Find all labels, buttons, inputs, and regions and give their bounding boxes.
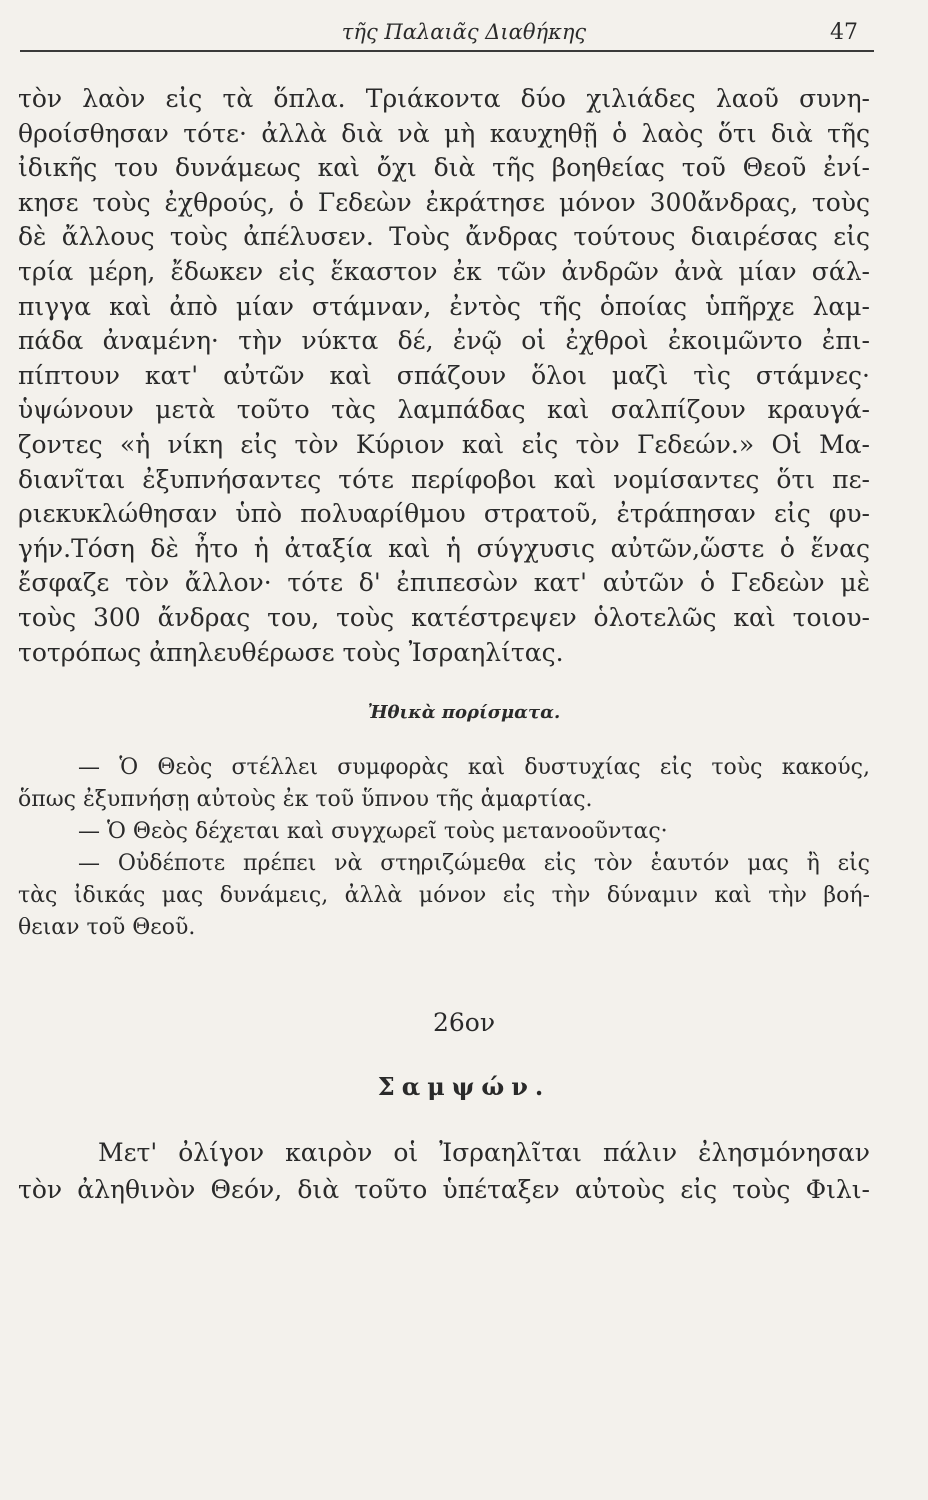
text-line: ἰδικῆς του δυνάμεως καὶ ὄχι διὰ τῆς βοηθείας τοῦ Θεοῦ ἐνί- <box>18 153 870 183</box>
text-line: πίπτουν κατ' αὐτῶν καὶ σπάζουν ὅλοι μαζὶ τὶς στάμνες· <box>18 360 870 390</box>
text-line: Μετ' ὀλίγον καιρὸν οἱ Ἰσραηλῖται πάλιν ἐλησμόνησαν <box>98 1138 870 1168</box>
text-line: τοὺς 300 ἄνδρας του, τοὺς κατέστρεψεν ὁλοτελῶς καὶ τοιου- <box>18 602 870 632</box>
text-line: δὲ ἄλλους τοὺς ἀπέλυσεν. Τοὺς ἄνδρας τούτους διαιρέσας εἰς <box>18 222 870 252</box>
text-line: τὸν λαὸν εἰς τὰ ὅπλα. Τριάκοντα δύο χιλιάδες λαοῦ συνη- <box>18 84 870 113</box>
chapter-intro <box>18 1134 870 1208</box>
moral-line: — Ὁ Θεὸς στέλλει συμφορὰς καὶ δυστυχίας εἰς τοὺς κακούς, <box>78 755 870 781</box>
text-line: θροίσθησαν τότε· ἀλλὰ διὰ νὰ μὴ καυχηθῇ ὁ λαὸς ὅτι διὰ τῆς <box>18 118 870 148</box>
header-rule <box>20 50 874 52</box>
text-line: πιγγα καὶ ἀπὸ μίαν στάμναν, ἐντὸς τῆς ὁποίας ὑπῆρχε λαμ- <box>18 291 870 321</box>
text-line: ριεκυκλώθησαν ὑπὸ πολυαρίθμου στρατοῦ, ἐτράπησαν εἰς φυ- <box>18 499 870 529</box>
chapter-title: Σαμψών. <box>377 1072 551 1102</box>
chapter-number: 26ον <box>432 1008 496 1038</box>
text-line: γήν.Τόση δὲ ἦτο ἡ ἀταξία καὶ ἡ σύγχυσις αὐτῶν,ὥστε ὁ ἕνας <box>18 533 870 563</box>
text-line: τὸν ἀληθινὸν Θεόν, διὰ τοῦτο ὑπέταξεν αὐτοὺς εἰς τοὺς Φιλι- <box>18 1175 870 1205</box>
moral-line: θειαν τοῦ Θεοῦ. <box>18 915 196 941</box>
moral-heading: Ἠθικὰ πορίσματα. <box>367 702 561 724</box>
main-paragraph <box>18 82 870 670</box>
text-line: ὑψώνουν μετὰ τοῦτο τὰς λαμπάδας καὶ σαλπίζουν κραυγά- <box>18 395 870 425</box>
text-line: ζοντες «ἡ νίκη εἰς τὸν Κύριον καὶ εἰς τὸν Γεδεών.» Οἱ Μα- <box>18 429 870 459</box>
text-line: τοτρόπως ἀπηλευθέρωσε τοὺς Ἰσραηλίτας. <box>18 637 564 667</box>
moral-list <box>18 752 870 944</box>
moral-line: ὅπως ἐξυπνήσῃ αὐτοὺς ἐκ τοῦ ὕπνου τῆς ἁμαρτίας. <box>18 787 593 813</box>
moral-line: — Ὁ Θεὸς δέχεται καὶ συγχωρεῖ τοὺς μετανοοῦντας· <box>78 819 668 845</box>
moral-line: — Οὐδέποτε πρέπει νὰ στηριζώμεθα εἰς τὸν ἑαυτόν μας ἢ εἰς <box>78 851 870 877</box>
moral-line: τὰς ἰδικάς μας δυνάμεις, ἀλλὰ μόνον εἰς τὴν δύναμιν καὶ τὴν βοή- <box>18 883 870 909</box>
text-line: διανῖται ἐξυπνήσαντες τότε περίφοβοι καὶ νομίσαντες ὅτι πε- <box>18 464 870 494</box>
text-line: ἔσφαζε τὸν ἄλλον· τότε δ' ἐπιπεσὼν κατ' αὐτῶν ὁ Γεδεὼν μὲ <box>18 568 870 598</box>
text-line: κησε τοὺς ἐχθρούς, ὁ Γεδεὼν ἐκράτησε μόνον 300ἄνδρας, τοὺς <box>18 187 870 217</box>
text-line: πάδα ἀναμένη· τὴν νύκτα δέ, ἐνῷ οἱ ἐχθροὶ ἐκοιμῶντο ἐπι- <box>18 326 870 356</box>
running-title: τῆς Παλαιᾶς Διαθήκης <box>341 20 587 44</box>
text-line: τρία μέρη, ἔδωκεν εἰς ἕκαστον ἐκ τῶν ἀνδρῶν ἀνὰ μίαν σάλ- <box>18 256 870 286</box>
running-head <box>40 18 888 48</box>
page-number: 47 <box>830 20 858 45</box>
